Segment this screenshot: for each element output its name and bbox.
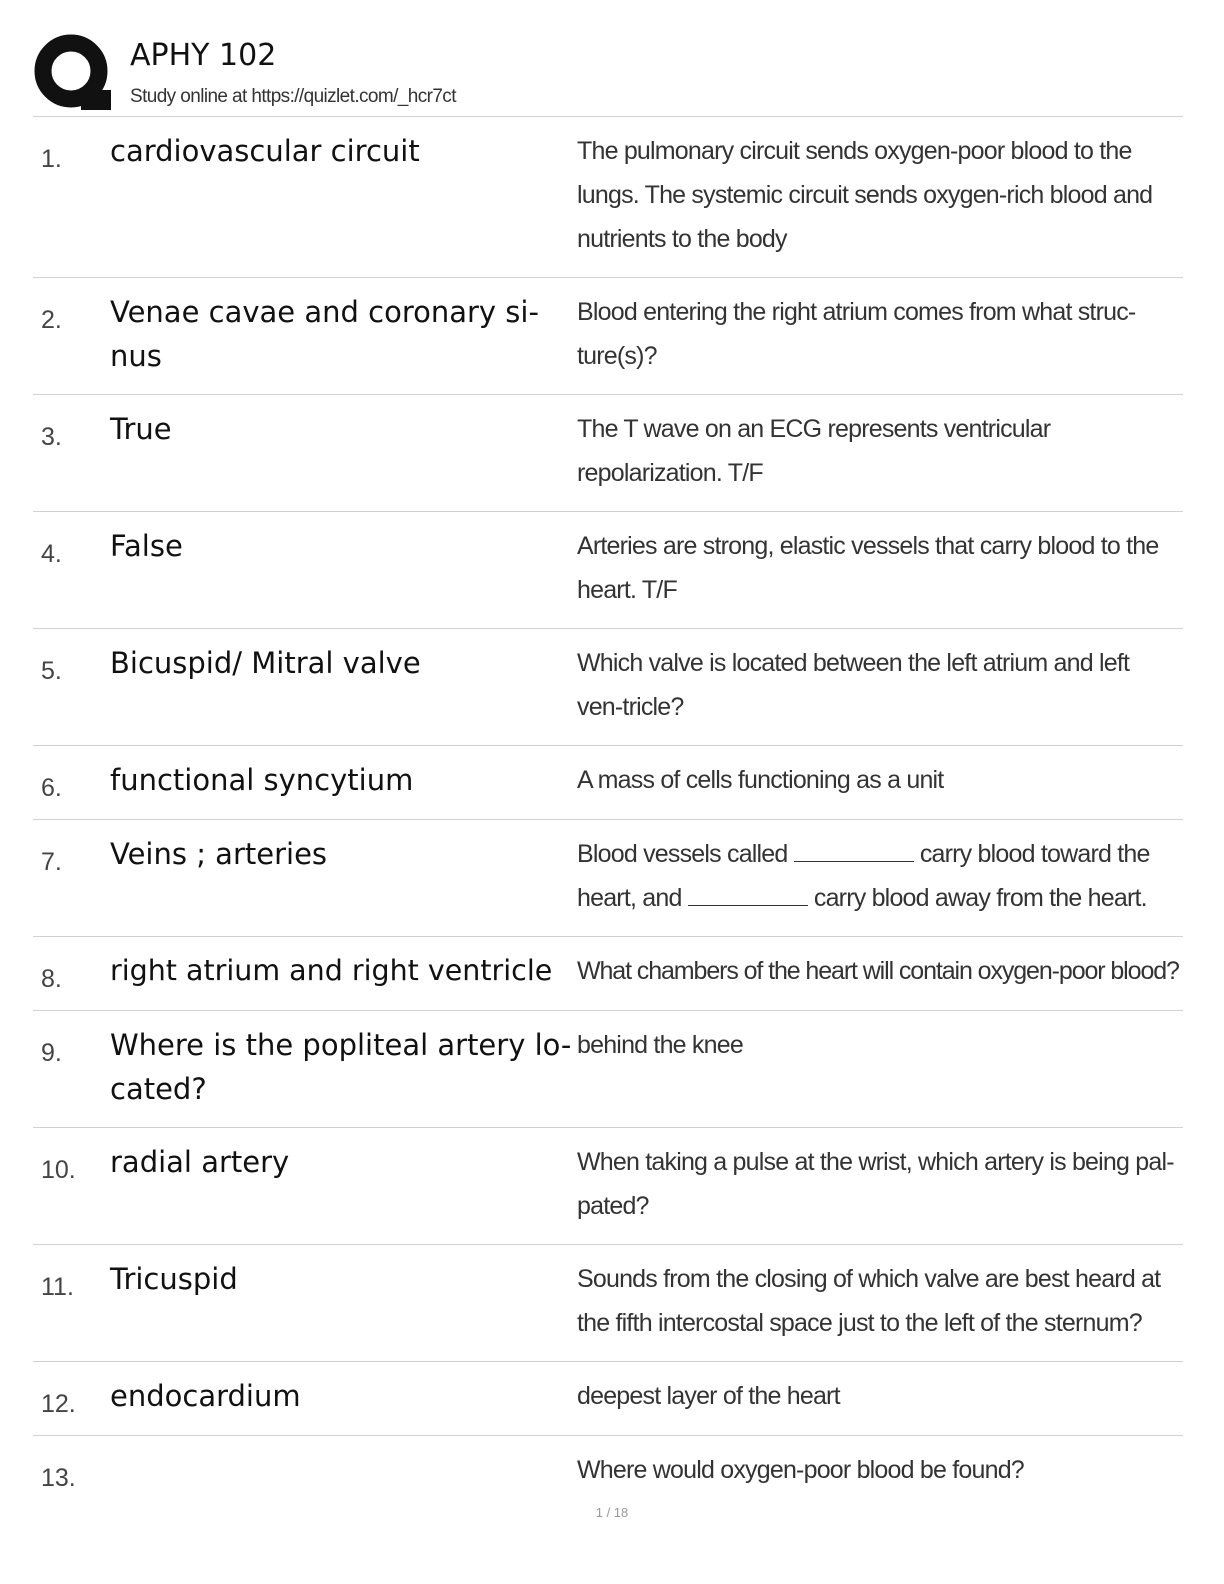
card-term: Bicuspid/ Mitral valve — [110, 646, 421, 680]
card-number: 2. — [41, 306, 62, 334]
flashcard-row — [33, 1436, 1183, 1510]
flashcard-row — [33, 512, 1183, 629]
card-number: 3. — [41, 423, 62, 451]
flashcard-row — [33, 820, 1183, 937]
fill-in-blank — [794, 839, 914, 862]
card-number: 1. — [41, 145, 62, 173]
card-number: 7. — [41, 848, 62, 876]
card-definition: behind the knee — [577, 1031, 743, 1059]
page-header — [33, 30, 1183, 116]
card-definition: deepest layer of the heart — [577, 1382, 840, 1410]
definition-text: carry blood away from the heart. — [807, 884, 1147, 912]
card-definition: When taking a pulse at the wrist, which artery is being pal-pated? — [577, 1148, 1174, 1220]
card-number: 6. — [41, 774, 62, 802]
card-term: right atrium and right ventricle — [110, 954, 553, 987]
flashcard-row — [33, 1011, 1183, 1128]
definition-text: Blood vessels called — [577, 840, 794, 868]
card-number: 9. — [41, 1039, 62, 1067]
card-number: 13. — [41, 1464, 76, 1492]
card-number: 8. — [41, 965, 62, 993]
page-number: 1 / 18 — [595, 1505, 629, 1520]
card-definition: The pulmonary circuit sends oxygen-poor blood to the lungs. The systemic circuit sends oxygen-rich blood and nutrients to the body — [577, 137, 1153, 253]
card-term: endocardium — [110, 1379, 301, 1413]
card-term: Where is the popliteal artery lo-cated? — [110, 1028, 572, 1106]
flashcard-row — [33, 746, 1183, 820]
card-term: functional syncytium — [110, 763, 414, 797]
card-definition: Sounds from the closing of which valve are best heard at the fifth intercostal space just to the left of the sternum? — [577, 1265, 1161, 1337]
card-term: cardiovascular circuit — [110, 134, 420, 168]
flashcard-row — [33, 937, 1183, 1011]
card-number: 11. — [41, 1273, 74, 1301]
card-definition: The T wave on an ECG represents ventricular repolarization. T/F — [577, 415, 1051, 487]
card-number: 4. — [41, 540, 62, 568]
card-term: Veins ; arteries — [110, 837, 328, 871]
fill-in-blank — [688, 883, 808, 906]
flashcard-row — [33, 278, 1183, 395]
card-number: 12. — [41, 1390, 76, 1418]
card-term: False — [110, 529, 183, 563]
set-title: APHY 102 — [130, 38, 277, 73]
card-definition — [577, 832, 1177, 920]
flashcard-row — [33, 395, 1183, 512]
flashcard-row — [33, 117, 1183, 278]
card-term: radial artery — [110, 1145, 290, 1179]
flashcard-row — [33, 1128, 1183, 1245]
definition-text: carry blood toward the heart, and — [577, 840, 1150, 912]
study-online-link[interactable]: Study online at https://quizlet.com/_hcr7ct — [130, 86, 456, 107]
card-definition: What chambers of the heart will contain oxygen-poor blood? — [577, 957, 1179, 985]
card-term: True — [110, 412, 172, 446]
flashcard-row — [33, 629, 1183, 746]
flashcard-row — [33, 1245, 1183, 1362]
quizlet-logo-icon — [33, 32, 115, 114]
flashcard-list — [33, 116, 1183, 1510]
flashcard-row — [33, 1362, 1183, 1436]
card-definition: Blood entering the right atrium comes from what struc-ture(s)? — [577, 298, 1136, 370]
card-term: Venae cavae and coronary si-nus — [110, 295, 539, 373]
card-number: 10. — [41, 1156, 76, 1184]
card-number: 5. — [41, 657, 62, 685]
card-definition: A mass of cells functioning as a unit — [577, 766, 944, 794]
card-definition: Where would oxygen-poor blood be found? — [577, 1456, 1024, 1484]
card-term: Tricuspid — [110, 1262, 238, 1296]
card-definition: Which valve is located between the left atrium and left ven-tricle? — [577, 649, 1130, 721]
card-definition: Arteries are strong, elastic vessels that carry blood to the heart. T/F — [577, 532, 1159, 604]
